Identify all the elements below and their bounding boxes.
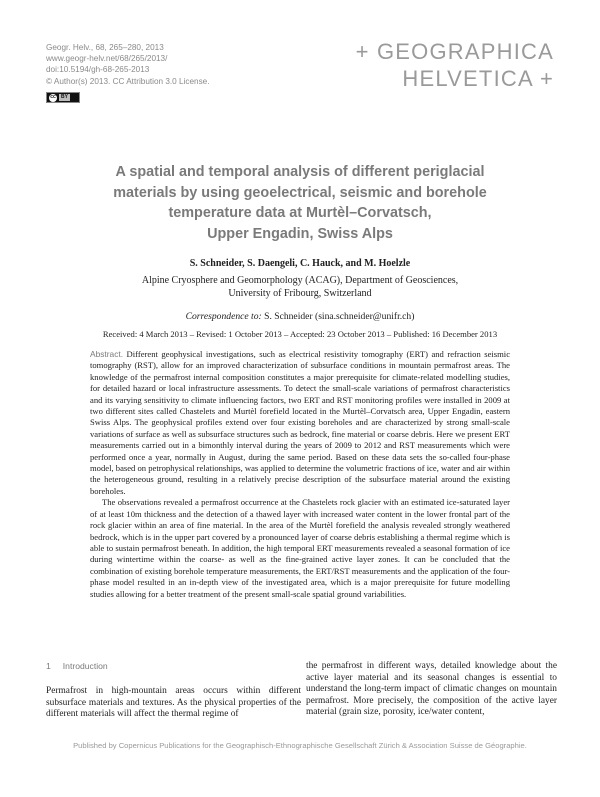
attribution-icon: BY — [61, 94, 68, 100]
license-line: © Author(s) 2013. CC Attribution 3.0 License. — [46, 76, 210, 86]
publisher-footer: Published by Copernicus Publications for the Geographisch-Ethnographische Gesellschaft Zürich & Association Suisse de Géographie. — [73, 741, 527, 750]
affiliation — [0, 275, 600, 300]
section-title: Introduction — [62, 661, 108, 671]
creative-commons-icon: cc — [50, 94, 56, 100]
publication-dates: Received: 4 March 2013 – Revised: 1 October 2013 – Accepted: 23 October 2013 – Published: 16 December 2013 — [102, 329, 498, 339]
abstract-paragraph: The observations revealed a permafrost occurrence at the Chastelets rock glacier with an estimated ice-saturated layer of at least 10m thickness and the detection of a thawed layer with increased water content in the lower frontal part of the rock glacier within an area of fine material. In the area of the Murtèl forefield the analysis revealed strongly weathered bedrock, which is in the upper part covered by a pronounced layer of coarse debris establishing a thermal regime which is able to sustain permafrost beneath. In addition, the high temporal ERT measurements revealed a seasonal formation of ice during wintertime within the coarse- as well as the fine-grained active layer zones. It can be concluded that the combination of existing borehole temperature measurements, the ERT/RST measurements and the application of the four-phase model resulted in an in-depth view of the investigated area, which is a major prerequisite for future modelling studies allowing for a better treatment of the present small-scale spatial ground variabilities. — [90, 497, 510, 599]
abstract-paragraph — [90, 349, 510, 497]
article-title — [70, 162, 530, 244]
correspondence-contact[interactable]: S. Schneider (sina.schneider@unifr.ch) — [264, 311, 415, 322]
journal-citation: Geogr. Helv., 68, 265–280, 2013 — [46, 43, 164, 52]
title-line: Upper Engadin, Swiss Alps — [207, 225, 393, 242]
title-line: materials by using geoelectrical, seismic and borehole — [113, 184, 487, 201]
section-heading — [46, 661, 108, 671]
correspondence-label: Correspondence to: — [185, 311, 262, 322]
section-number: 1 — [46, 661, 51, 671]
title-line: A spatial and temporal analysis of different periglacial — [115, 164, 485, 180]
body-column-right — [306, 661, 557, 719]
journal-meta — [46, 42, 210, 87]
affiliation-line: University of Fribourg, Switzerland — [228, 287, 372, 299]
abstract-text: Different geophysical investigations, such as electrical resistivity tomography (ERT) and refraction seismic tomography (RST), allow for an improved characterization of subsurface conditions in mountain permafrost areas. The knowledge of the permafrost internal composition constitutes a major prerequisite for climate-related modelling studies, for detailed hazard or local infrastructure assessments. To detect the small-scale variations of permafrost characteristics and its varying sensitivity to climate influencing factors, two ERT and RST monitoring profiles were installed in 2009 at two different sites called Chastelets and Murtèl forefield located in the Murtèl–Corvatsch area, Upper Engadin, eastern Swiss Alps. The geophysical profiles extend over four existing boreholes and are characterized by strong small-scale variations of surface as well as subsurface structures such as bedrock, fine material or coarse debris. Here we present ERT measurements carried out in a bimonthly interval during the years of 2009 to 2012 and RST measurements which were performed once a year, normally in August, during the same period. Based on these data sets the so-called four-phase model, based on petrophysical relationships, was applied to determine the volumetric fractions of ice, water and air within the heterogeneous ground, resulting in a relatively precise description of the subsurface material around the existing boreholes. — [90, 349, 511, 496]
logo-line-1: + GEOGRAPHICA — [355, 39, 554, 64]
affiliation-line: Alpine Cryosphere and Geomorphology (ACAG), Department of Geosciences, — [141, 275, 459, 286]
journal-logo — [356, 38, 554, 92]
body-column-left — [46, 686, 301, 721]
author-list: S. Schneider, S. Daengeli, C. Hauck, and M. Hoelzle — [189, 258, 411, 269]
title-line: temperature data at Murtèl–Corvatsch, — [168, 205, 432, 221]
logo-line-2: HELVETICA + — [402, 66, 554, 91]
cc-by-license-badge[interactable] — [46, 92, 80, 103]
body-paragraph: the permafrost in different ways, detailed knowledge about the active layer material and its seasonal changes is essential to understand the long-term impact of climatic changes on mountain permafrost. More precisely, the composition of the active layer material (grain size, porosity, ice/water content, — [306, 661, 557, 718]
abstract — [90, 349, 510, 600]
doi-link[interactable]: doi:10.5194/gh-68-265-2013 — [46, 65, 150, 75]
body-paragraph: Permafrost in high-mountain areas occurs within different subsurface materials and textures. As the physical properties of the different materials will affect the thermal regime of — [46, 686, 301, 720]
journal-url[interactable]: www.geogr-helv.net/68/265/2013/ — [46, 54, 168, 64]
abstract-label: Abstract. — [90, 349, 124, 359]
correspondence — [0, 311, 600, 322]
